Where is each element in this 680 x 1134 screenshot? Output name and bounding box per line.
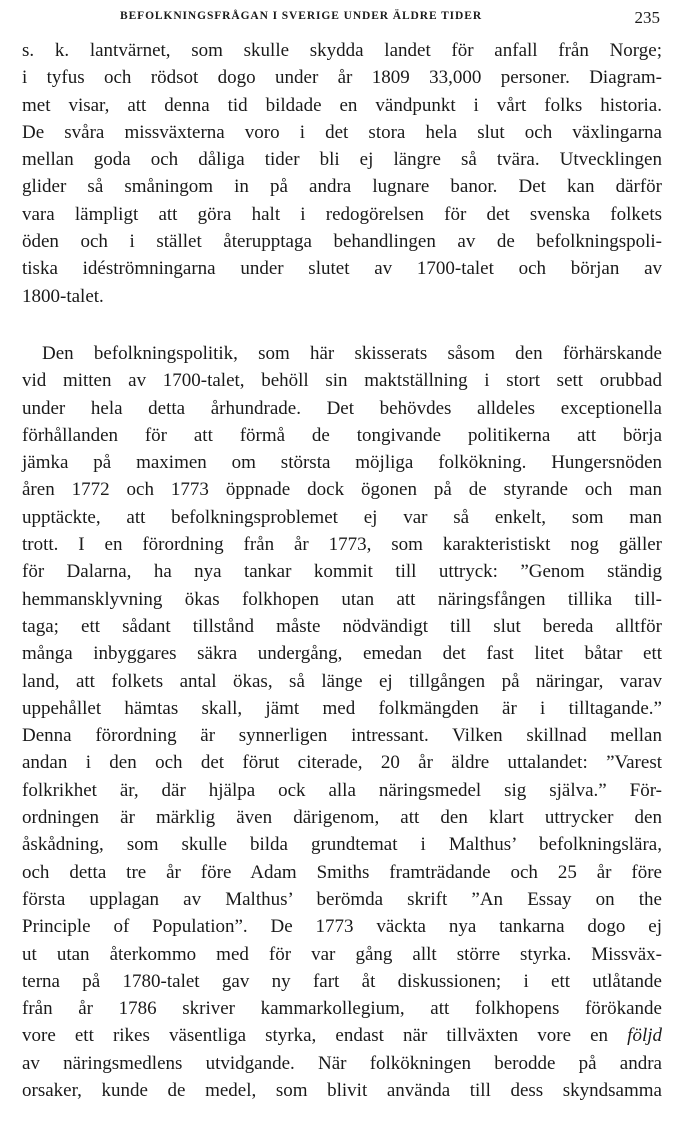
text-line: mellan goda och dåliga tider bli ej längre så tvära. Utvecklingen bbox=[22, 149, 662, 171]
italic-word: följd bbox=[627, 1025, 663, 1047]
text-line: förhållanden för att förmå de tongivande politikerna att börja bbox=[22, 424, 662, 446]
text-line: ordningen är märklig även därigenom, att den klart uttrycker den bbox=[22, 807, 662, 829]
running-title: BEFOLKNINGSFRÅGAN I SVERIGE UNDER ÄLDRE TIDER bbox=[120, 10, 483, 22]
text-line: av näringsmedlens utvidgande. När folkökningen berodde på andra bbox=[22, 1052, 662, 1074]
text-line: s. k. lantvärnet, som skulle skydda landet för anfall från Norge; bbox=[22, 40, 662, 61]
text-line: från år 1786 skriver kammarkollegium, att folkhopens förökande bbox=[22, 998, 662, 1020]
text-line: De svåra missväxterna voro i det stora hela slut och växlingarna bbox=[22, 121, 662, 143]
text-line: met visar, att denna tid bildade en vändpunkt i vårt folks historia. bbox=[22, 94, 662, 116]
text-line: Principle of Population”. De 1773 väckta nya tankarna dogo ej bbox=[22, 916, 662, 938]
text-line: orsaker, kunde de medel, som blivit använda till dess skyndsamma bbox=[22, 1080, 662, 1102]
text-line-with-italic bbox=[22, 1022, 662, 1049]
text-line: åskådning, som skulle bilda grundtemat i Malthus’ befolkningslära, bbox=[22, 834, 662, 856]
text-line: andan i den och det förut citerade, 20 år äldre uttalandet: ”Varest bbox=[22, 752, 662, 774]
text-line: upptäckte, att befolkningsproblemet ej var så enkelt, som man bbox=[22, 506, 662, 528]
text-line: vara lämpligt att göra halt i redogörelsen för det svenska folkets bbox=[22, 203, 662, 225]
text-line: många inbyggares säkra undergång, emedan det fast litet båtar ett bbox=[22, 643, 662, 665]
text-line: land, att folkets antal ökas, så länge ej tillgången på näringar, varav bbox=[22, 670, 662, 692]
page-number: 235 bbox=[634, 8, 660, 27]
text-line: terna på 1780-talet gav ny fart åt diskussionen; i ett utlåtande bbox=[22, 970, 662, 992]
text-line: glider så småningom in på andra lugnare banor. Det kan därför bbox=[22, 176, 662, 198]
text-line: och detta tre år före Adam Smiths framträdande och 25 år före bbox=[22, 861, 662, 883]
text-line: vid mitten av 1700-talet, behöll sin maktställning i stort sett orubbad bbox=[22, 370, 662, 392]
text-line: tiska idéströmningarna under slutet av 1700-talet och början av bbox=[22, 258, 662, 280]
paragraph-1 bbox=[22, 37, 662, 310]
text-line: första upplagan av Malthus’ berömda skrift ”An Essay on the bbox=[22, 888, 662, 910]
paragraph-2 bbox=[22, 340, 662, 1104]
text-line: ut utan återkommo med för var gång allt större styrka. Missväx- bbox=[22, 943, 662, 965]
text-line: åren 1772 och 1773 öppnade dock ögonen på de styrande och man bbox=[22, 479, 662, 501]
line-text: vore ett rikes väsentliga styrka, endast när tillväxten vore en bbox=[22, 1025, 609, 1047]
text-line: trott. I en förordning från år 1773, som karakteristiskt nog gäller bbox=[22, 534, 662, 556]
text-line: för Dalarna, ha nya tankar kommit till uttryck: ”Genom ständig bbox=[22, 561, 662, 583]
text-line: hemmansklyvning ökas folkhopen utan att näringsfången tillika till- bbox=[22, 588, 662, 610]
running-header bbox=[22, 8, 662, 32]
text-line: uppehållet hämtas skall, jämt med folkmängden är i tilltagande.” bbox=[22, 697, 662, 719]
text-line: Denna förordning är synnerligen intressant. Vilken skillnad mellan bbox=[22, 725, 662, 747]
text-line: i tyfus och rödsot dogo under år 1809 33,000 personer. Diagram- bbox=[22, 67, 662, 89]
text-line: folkrikhet är, där hjälpa ock alla näringsmedel sig själva.” För- bbox=[22, 779, 662, 801]
text-line: under hela detta århundrade. Det behövdes alldeles exceptionella bbox=[22, 397, 662, 419]
text-line: 1800-talet. bbox=[22, 285, 104, 307]
text-line: jämka på maximen om största möjliga folkökning. Hungersnöden bbox=[22, 452, 662, 474]
text-line: Den befolkningspolitik, som här skisserats såsom den förhärskande bbox=[42, 343, 662, 364]
text-line: öden och i stället återupptaga behandlingen av de befolkningspoli- bbox=[22, 231, 662, 253]
text-line: taga; ett sådant tillstånd måste nödvändigt till slut bereda alltför bbox=[22, 615, 662, 637]
